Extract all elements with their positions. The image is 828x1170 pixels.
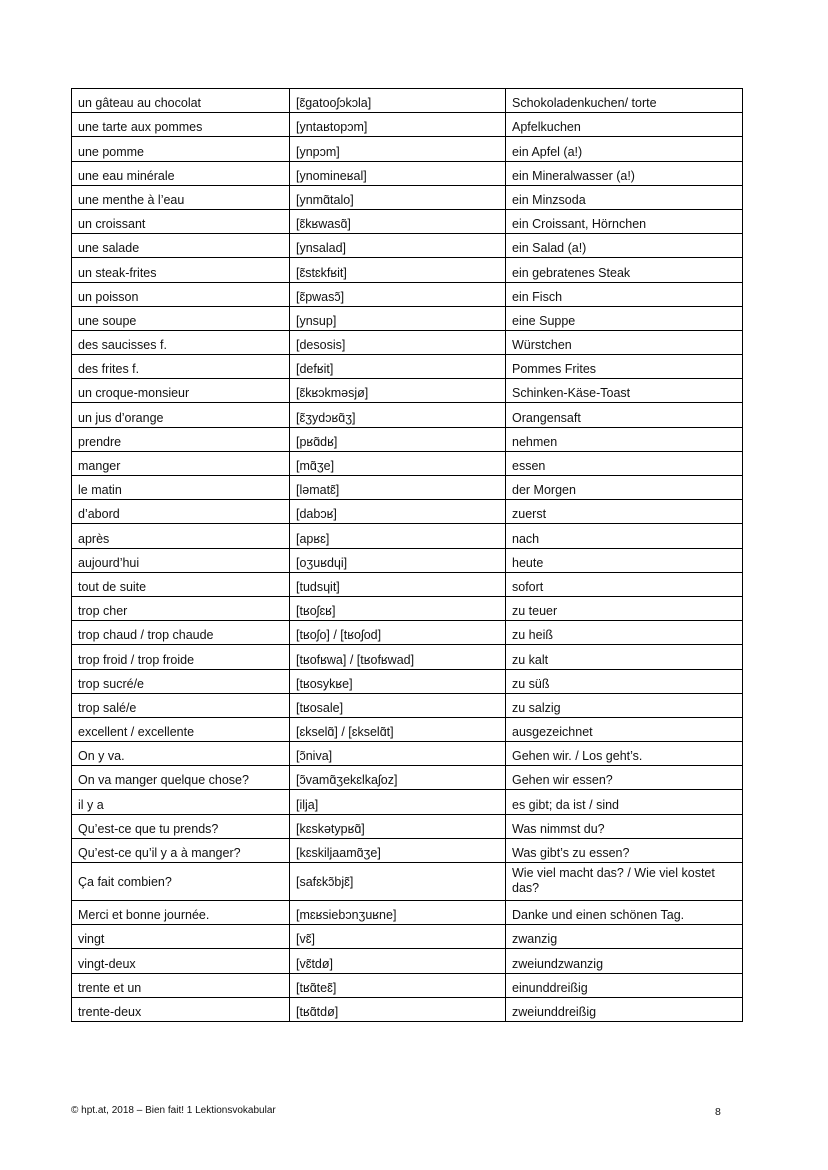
french-term-cell: le matin <box>72 476 290 500</box>
pronunciation-cell: [kɛskiljaamɑ̃ʒe] <box>290 838 506 862</box>
pronunciation-cell: [pʁɑ̃dʁ] <box>290 427 506 451</box>
vocabulary-table-body <box>72 89 743 1022</box>
german-translation-cell: zuerst <box>506 500 743 524</box>
table-row <box>72 355 743 379</box>
french-term-cell: Ça fait combien? <box>72 863 290 901</box>
german-translation-cell: Pommes Frites <box>506 355 743 379</box>
french-term-cell: un jus d’orange <box>72 403 290 427</box>
french-term-cell: un gâteau au chocolat <box>72 89 290 113</box>
pronunciation-cell: [tʁɑ̃tdø] <box>290 997 506 1021</box>
table-row <box>72 621 743 645</box>
german-translation-cell: Gehen wir. / Los geht’s. <box>506 742 743 766</box>
pronunciation-cell: [mɛʁsiebɔnʒuʁne] <box>290 901 506 925</box>
french-term-cell: après <box>72 524 290 548</box>
table-row <box>72 282 743 306</box>
german-translation-cell: heute <box>506 548 743 572</box>
pronunciation-cell: [yntaʁtopɔm] <box>290 113 506 137</box>
pronunciation-cell: [safɛkɔ̃bjɛ̃] <box>290 863 506 901</box>
german-translation-cell: nach <box>506 524 743 548</box>
pronunciation-cell: [tudsɥit] <box>290 572 506 596</box>
table-row <box>72 89 743 113</box>
french-term-cell: trente et un <box>72 973 290 997</box>
table-row <box>72 185 743 209</box>
table-row <box>72 742 743 766</box>
pronunciation-cell: [kɛskətypʁɑ̃] <box>290 814 506 838</box>
german-translation-cell: zweiundzwanzig <box>506 949 743 973</box>
french-term-cell: excellent / excellente <box>72 717 290 741</box>
page-number: 8 <box>715 1106 721 1118</box>
table-row <box>72 925 743 949</box>
table-row <box>72 901 743 925</box>
french-term-cell: On va manger quelque chose? <box>72 766 290 790</box>
pronunciation-cell: [ynpɔm] <box>290 137 506 161</box>
german-translation-cell: ein Mineralwasser (a!) <box>506 161 743 185</box>
pronunciation-cell: [ynomineʁal] <box>290 161 506 185</box>
french-term-cell: trop sucré/e <box>72 669 290 693</box>
german-translation-cell: zu süß <box>506 669 743 693</box>
french-term-cell: un croque-monsieur <box>72 379 290 403</box>
french-term-cell: un croissant <box>72 209 290 233</box>
table-row <box>72 427 743 451</box>
french-term-cell: tout de suite <box>72 572 290 596</box>
french-term-cell: vingt-deux <box>72 949 290 973</box>
footer-copyright: © hpt.at, 2018 – Bien fait! 1 Lektionsvokabular <box>71 1105 276 1116</box>
table-row <box>72 766 743 790</box>
french-term-cell: des frites f. <box>72 355 290 379</box>
french-term-cell: une pomme <box>72 137 290 161</box>
german-translation-cell: ausgezeichnet <box>506 717 743 741</box>
table-row <box>72 949 743 973</box>
german-translation-cell: ein Fisch <box>506 282 743 306</box>
pronunciation-cell: [ɔ̃vamɑ̃ʒekɛlkaʃoz] <box>290 766 506 790</box>
pronunciation-cell: [oʒuʁdɥi] <box>290 548 506 572</box>
pronunciation-cell: [ləmatɛ̃] <box>290 476 506 500</box>
table-row <box>72 814 743 838</box>
pronunciation-cell: [vɛ̃] <box>290 925 506 949</box>
table-row <box>72 161 743 185</box>
pronunciation-cell: [desosis] <box>290 330 506 354</box>
french-term-cell: trop salé/e <box>72 693 290 717</box>
pronunciation-cell: [ynsalad] <box>290 234 506 258</box>
german-translation-cell: Gehen wir essen? <box>506 766 743 790</box>
german-translation-cell: zu teuer <box>506 596 743 620</box>
french-term-cell: trente-deux <box>72 997 290 1021</box>
pronunciation-cell: [ɔ̃niva] <box>290 742 506 766</box>
table-row <box>72 572 743 596</box>
table-row <box>72 693 743 717</box>
french-term-cell: vingt <box>72 925 290 949</box>
german-translation-cell: Was gibt’s zu essen? <box>506 838 743 862</box>
german-translation-cell: Wie viel macht das? / Wie viel kostet das? <box>506 863 743 901</box>
table-row <box>72 209 743 233</box>
pronunciation-cell: [vɛ̃tdø] <box>290 949 506 973</box>
pronunciation-cell: [tʁosale] <box>290 693 506 717</box>
french-term-cell: Merci et bonne journée. <box>72 901 290 925</box>
german-translation-cell: zu salzig <box>506 693 743 717</box>
table-row <box>72 137 743 161</box>
table-row <box>72 476 743 500</box>
french-term-cell: trop cher <box>72 596 290 620</box>
pronunciation-cell: [tʁoʃo] / [tʁoʃod] <box>290 621 506 645</box>
french-term-cell: une tarte aux pommes <box>72 113 290 137</box>
pronunciation-cell: [defʁit] <box>290 355 506 379</box>
german-translation-cell: ein Croissant, Hörnchen <box>506 209 743 233</box>
german-translation-cell: ein Minzsoda <box>506 185 743 209</box>
table-row <box>72 330 743 354</box>
table-row <box>72 669 743 693</box>
german-translation-cell: essen <box>506 451 743 475</box>
german-translation-cell: Apfelkuchen <box>506 113 743 137</box>
french-term-cell: On y va. <box>72 742 290 766</box>
pronunciation-cell: [ynsup] <box>290 306 506 330</box>
table-row <box>72 113 743 137</box>
pronunciation-cell: [dabɔʁ] <box>290 500 506 524</box>
french-term-cell: Qu’est-ce que tu prends? <box>72 814 290 838</box>
german-translation-cell: einunddreißig <box>506 973 743 997</box>
french-term-cell: trop froid / trop froide <box>72 645 290 669</box>
german-translation-cell: Schinken-Käse-Toast <box>506 379 743 403</box>
table-row <box>72 596 743 620</box>
vocabulary-table <box>71 88 743 1022</box>
pronunciation-cell: [ɛ̃gatooʃɔkɔla] <box>290 89 506 113</box>
pronunciation-cell: [tʁosykʁe] <box>290 669 506 693</box>
pronunciation-cell: [tʁɑ̃teɛ̃] <box>290 973 506 997</box>
pronunciation-cell: [ɛ̃ʒydɔʁɑ̃ʒ] <box>290 403 506 427</box>
table-row <box>72 717 743 741</box>
german-translation-cell: sofort <box>506 572 743 596</box>
pronunciation-cell: [mɑ̃ʒe] <box>290 451 506 475</box>
french-term-cell: un steak-frites <box>72 258 290 282</box>
french-term-cell: manger <box>72 451 290 475</box>
table-row <box>72 973 743 997</box>
table-row <box>72 500 743 524</box>
german-translation-cell: der Morgen <box>506 476 743 500</box>
pronunciation-cell: [ilja] <box>290 790 506 814</box>
pronunciation-cell: [ɛ̃stɛkfʁit] <box>290 258 506 282</box>
table-row <box>72 379 743 403</box>
french-term-cell: d’abord <box>72 500 290 524</box>
table-row <box>72 524 743 548</box>
french-term-cell: une soupe <box>72 306 290 330</box>
french-term-cell: un poisson <box>72 282 290 306</box>
pronunciation-cell: [tʁoʃɛʁ] <box>290 596 506 620</box>
table-row <box>72 403 743 427</box>
pronunciation-cell: [ɛ̃kʁɔkməsjø] <box>290 379 506 403</box>
table-row <box>72 258 743 282</box>
german-translation-cell: zwanzig <box>506 925 743 949</box>
german-translation-cell: es gibt; da ist / sind <box>506 790 743 814</box>
pronunciation-cell: [ɛkselɑ̃] / [ɛkselɑ̃t] <box>290 717 506 741</box>
table-row <box>72 790 743 814</box>
pronunciation-cell: [ynmɑ̃talo] <box>290 185 506 209</box>
table-row <box>72 451 743 475</box>
german-translation-cell: Was nimmst du? <box>506 814 743 838</box>
german-translation-cell: Danke und einen schönen Tag. <box>506 901 743 925</box>
french-term-cell: prendre <box>72 427 290 451</box>
french-term-cell: une salade <box>72 234 290 258</box>
pronunciation-cell: [ɛ̃pwasɔ̃] <box>290 282 506 306</box>
french-term-cell: une eau minérale <box>72 161 290 185</box>
german-translation-cell: Würstchen <box>506 330 743 354</box>
german-translation-cell: Schokoladenkuchen/ torte <box>506 89 743 113</box>
french-term-cell: une menthe à l’eau <box>72 185 290 209</box>
german-translation-cell: ein Apfel (a!) <box>506 137 743 161</box>
german-translation-cell: nehmen <box>506 427 743 451</box>
german-translation-cell: zweiunddreißig <box>506 997 743 1021</box>
table-row <box>72 863 743 901</box>
pronunciation-cell: [tʁofʁwa] / [tʁofʁwad] <box>290 645 506 669</box>
german-translation-cell: Orangensaft <box>506 403 743 427</box>
german-translation-cell: eine Suppe <box>506 306 743 330</box>
table-row <box>72 306 743 330</box>
german-translation-cell: zu kalt <box>506 645 743 669</box>
pronunciation-cell: [ɛ̃kʁwasɑ̃] <box>290 209 506 233</box>
table-row <box>72 838 743 862</box>
german-translation-cell: zu heiß <box>506 621 743 645</box>
table-row <box>72 234 743 258</box>
french-term-cell: trop chaud / trop chaude <box>72 621 290 645</box>
french-term-cell: Qu’est-ce qu’il y a à manger? <box>72 838 290 862</box>
pronunciation-cell: [apʁɛ] <box>290 524 506 548</box>
table-row <box>72 997 743 1021</box>
german-translation-cell: ein Salad (a!) <box>506 234 743 258</box>
table-row <box>72 548 743 572</box>
french-term-cell: aujourd’hui <box>72 548 290 572</box>
french-term-cell: il y a <box>72 790 290 814</box>
german-translation-cell: ein gebratenes Steak <box>506 258 743 282</box>
table-row <box>72 645 743 669</box>
french-term-cell: des saucisses f. <box>72 330 290 354</box>
